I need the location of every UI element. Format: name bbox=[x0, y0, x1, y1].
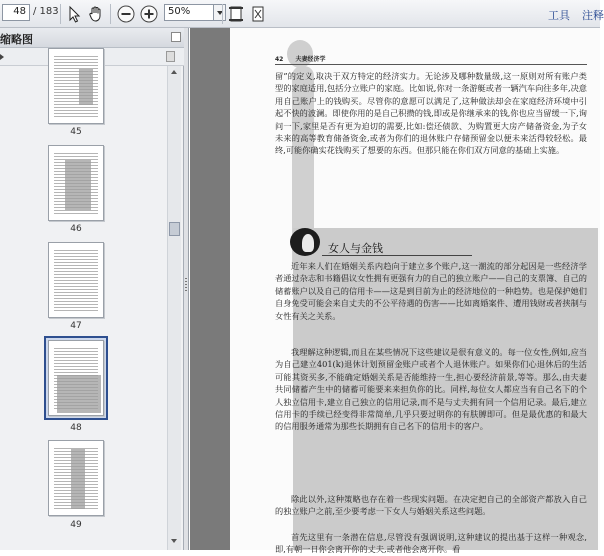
fit-width-icon[interactable] bbox=[226, 4, 246, 24]
page-total: / 183 bbox=[33, 6, 59, 17]
scroll-down-icon[interactable] bbox=[169, 536, 180, 547]
header-title: 夫妻经济学 bbox=[295, 56, 326, 63]
zoom-dropdown-button[interactable] bbox=[214, 4, 226, 21]
box-paragraph: 近年来人们在婚姻关系内趋向于建立多个账户,这一潮流的部分起因是一些经济学者通过杂志和书籍倡议女性拥有更强有力的自己的独立账户——自己的支票簿、自己的储蓄账户以及自己的信用卡——这是到目前为止的经济地位的一种趋势。也是保护她们自身免受可能会来自丈夫的不公平待遇的伤害——比如离婚案件、遭用钱财或者挟制与女性有关之关系。 bbox=[275, 261, 587, 321]
scroll-up-icon[interactable] bbox=[169, 67, 180, 78]
box-paragraph: 除此以外,这种策略也存在着一些现实问题。在决定把自己的全部资产都放入自己的独立账户之前,至少要考虑一下女人与婚姻关系这些问题。 bbox=[275, 494, 587, 517]
thumbnail-list bbox=[0, 66, 166, 550]
thumbnail-page-selected[interactable] bbox=[48, 340, 104, 416]
thumbnail-label: 46 bbox=[70, 224, 82, 234]
thumbnail-page[interactable] bbox=[48, 48, 104, 124]
thumbnails-panel bbox=[0, 28, 184, 550]
thumbnail-figure bbox=[65, 160, 91, 210]
thumbnail-figure bbox=[71, 449, 85, 509]
thumbnail-label: 47 bbox=[70, 321, 82, 331]
scroll-thumb[interactable] bbox=[169, 222, 180, 236]
hand-tool-icon[interactable] bbox=[86, 4, 106, 24]
box-paragraph: 我理解这种逻辑,而且在某些情况下这些建议是很有意义的。每一位女性,例如,应当为自己建立401(k)退休计划预留金账户或者个人退休账户。如果你们心退休后的生活可能其资买多,不能确定婚姻关系是否能维持一生,担心要经济前景,等等。那么,由夫妻共同储蓄产生中的储蓄可能要来来担负你的比。同样,每位女人都应当有自己名下的个人独立信用卡,建立自己独立的信用记录,而不是与丈夫拥有同一个信用记录。最后,建立信用卡的手续已经变得非常简单,几乎只要过明你的有肤膊即可。但是最优惠的和最大的信用服务通常为那些长期拥有自己名下的信用卡的客户。 bbox=[275, 347, 587, 432]
splitter-grip-icon[interactable] bbox=[185, 278, 187, 292]
panel-splitter[interactable] bbox=[184, 28, 189, 550]
zoom-out-icon[interactable] bbox=[116, 4, 136, 24]
header-rule bbox=[275, 64, 587, 65]
toolbar bbox=[0, 0, 604, 28]
trash-icon[interactable] bbox=[166, 51, 175, 62]
panel-title: 缩略图 bbox=[0, 33, 33, 46]
section-title: 女人与金钱 bbox=[328, 242, 383, 255]
panel-header bbox=[0, 28, 184, 48]
tools-menu[interactable]: 工具 bbox=[548, 9, 570, 22]
toolbar-divider bbox=[110, 4, 111, 24]
fit-page-icon[interactable] bbox=[248, 4, 268, 24]
thumbnail-figure bbox=[57, 375, 101, 413]
select-tool-icon[interactable] bbox=[64, 4, 84, 24]
toolbar-divider bbox=[222, 4, 223, 24]
body-paragraph: 留”的定义,取决于双方特定的经济实力。无论涉及哪种数量级,这一原则对所有账户类型的家庭适用,包括分立账户的家庭。比如说,你对一条游艇或者一辆汽车向往多年,决意用自己账户上的钱购买。尽管你的意愿可以满足了,这种做法却会在家庭经济环境中引起不快的波澜。即使你用的是自己积攒的钱,即或是你继承来的钱,你也应当留缓一下,询问一下,家里是否有更为迫切的需要,比如:偿还债款、为购置更大房产储备资金,为子女未来的高等教育储备资金,或者为你们的退休账户存储预留金以便未来活得较轻松。最终,可能你确实花钱购买了想要的东西。但那只能在你们双方同意的基础上实施。 bbox=[275, 71, 587, 156]
thumbnail-figure bbox=[79, 69, 93, 105]
section-rule bbox=[322, 255, 472, 256]
page-number: 42 bbox=[275, 56, 284, 63]
thumbnail-label: 49 bbox=[70, 520, 82, 530]
document-page bbox=[230, 28, 600, 555]
thumbnail-scrollbar[interactable] bbox=[167, 66, 181, 550]
zoom-level-input[interactable]: 50% bbox=[164, 4, 214, 21]
panel-close-button[interactable] bbox=[171, 32, 181, 42]
document-view[interactable] bbox=[190, 28, 600, 555]
thumbnail-page[interactable] bbox=[48, 242, 104, 318]
running-header bbox=[275, 54, 325, 63]
thumbnail-page[interactable] bbox=[48, 145, 104, 221]
thumbnail-page[interactable] bbox=[48, 440, 104, 516]
thumbnail-text bbox=[54, 248, 98, 312]
thumbnail-label: 45 bbox=[70, 127, 82, 137]
toolbar-divider bbox=[60, 4, 61, 24]
thumbnail-label: 48 bbox=[70, 423, 82, 433]
box-paragraph: 首先这里有一条潜在信息,尽管没有强调说明,这种建议的提出基于这样一种观念,即,有朝一日你会离开你的丈夫,或者他会离开你。看 bbox=[275, 532, 587, 555]
page-number-input[interactable]: 48 bbox=[2, 4, 30, 21]
options-arrow-icon[interactable] bbox=[0, 54, 4, 60]
comment-menu[interactable]: 注释 bbox=[582, 9, 604, 22]
woman-profile-icon bbox=[290, 228, 320, 256]
zoom-in-icon[interactable] bbox=[139, 4, 159, 24]
